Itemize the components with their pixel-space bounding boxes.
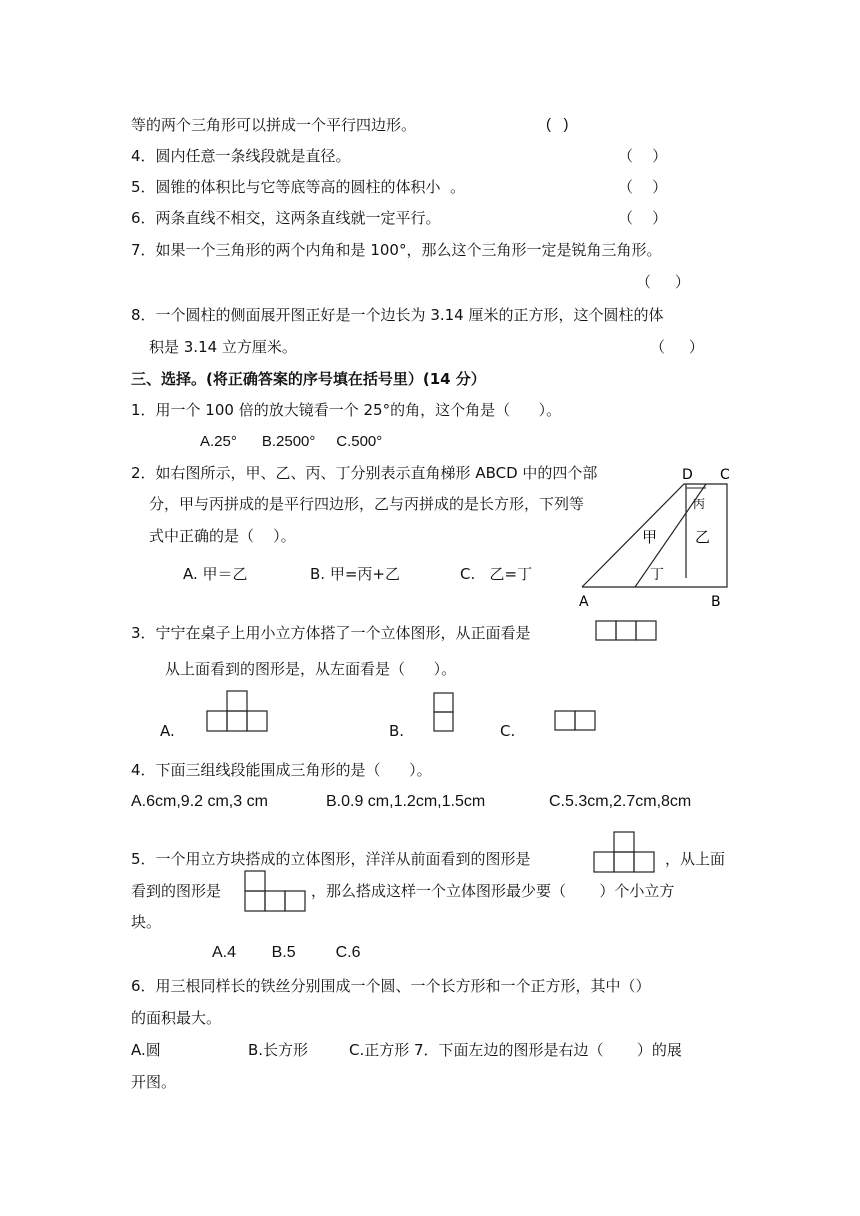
choice-4-option-a: A.6cm,9.2 cm,3 cm bbox=[131, 793, 268, 810]
choice-question-1: 1．用一个 100 倍的放大镜看一个 25°的角，这个角是（ ）。 bbox=[131, 401, 562, 419]
vertex-label-d: D bbox=[682, 467, 693, 483]
choice-2-option-a: A. 甲＝乙 bbox=[183, 565, 248, 583]
judge-question-5: 5．圆锥的体积比与它等底等高的圆柱的体积小 。 bbox=[131, 178, 466, 196]
choice-4-option-c: C.5.3cm,2.7cm,8cm bbox=[549, 793, 692, 810]
answer-paren: （ ） bbox=[618, 209, 668, 227]
choice-question-6: 6．用三根同样长的铁丝分别围成一个圆、一个长方形和一个正方形，其中（） bbox=[131, 977, 651, 995]
front-view-figure bbox=[593, 831, 655, 875]
choice-3-option-a: A. bbox=[160, 722, 175, 740]
judge-question-8: 8．一个圆柱的侧面展开图正好是一个边长为 3.14 厘米的正方形，这个圆柱的体 bbox=[131, 306, 664, 324]
choice-1-options: A.25° B.2500° C.500° bbox=[200, 433, 383, 450]
judge-question-7: 7．如果一个三角形的两个内角和是 100°，那么这个三角形一定是锐角三角形。 bbox=[131, 241, 662, 259]
judge-question-4: 4．圆内任意一条线段就是直径。 bbox=[131, 147, 351, 165]
choice-2-option-c: C. 乙=丁 bbox=[460, 565, 533, 583]
answer-paren: （ ） bbox=[618, 178, 668, 196]
choice-question-3-cont: 从上面看到的图形是，从左面看是（ ）。 bbox=[165, 660, 457, 678]
vertex-label-a: A bbox=[579, 594, 589, 610]
region-label-bing: 丙 bbox=[693, 497, 706, 511]
answer-paren: （ ） bbox=[650, 338, 704, 356]
front-view-figure bbox=[595, 620, 657, 642]
answer-paren: （ ） bbox=[618, 147, 668, 165]
choice-question-5-cont: ，那么搭成这样一个立体图形最少要（ ）个小立方 bbox=[311, 882, 675, 900]
choice-question-5-cont: ，从上面 bbox=[665, 850, 726, 868]
vertex-label-c: C bbox=[720, 467, 730, 483]
choice-6-option-b: B.长方形 bbox=[248, 1041, 309, 1059]
option-c-view-figure bbox=[554, 710, 596, 732]
answer-paren: ( ) bbox=[546, 116, 569, 133]
choice-6-option-c-and-question-7: C.正方形 7．下面左边的图形是右边（ ）的展 bbox=[349, 1041, 682, 1059]
choice-5-options: A.4 B.5 C.6 bbox=[212, 944, 361, 961]
vertex-label-b: B bbox=[711, 594, 721, 610]
section-heading: 三、选择。(将正确答案的序号填在括号里）(14 分） bbox=[131, 370, 486, 388]
choice-question-5-cont: 看到的图形是 bbox=[131, 882, 222, 900]
trapezoid-figure bbox=[578, 460, 738, 610]
choice-question-2-cont: 式中正确的是（ ）。 bbox=[149, 527, 296, 545]
region-label-ding: 丁 bbox=[650, 567, 664, 583]
choice-question-5: 5．一个用立方块搭成的立体图形，洋洋从前面看到的图形是 bbox=[131, 850, 531, 868]
choice-4-option-b: B.0.9 cm,1.2cm,1.5cm bbox=[326, 793, 486, 810]
option-b-view-figure bbox=[433, 692, 455, 734]
choice-6-option-a: A.圆 bbox=[131, 1041, 161, 1059]
choice-question-6-cont: 的面积最大。 bbox=[131, 1009, 222, 1027]
choice-3-option-c: C. bbox=[500, 722, 516, 740]
judge-question-8-cont: 积是 3.14 立方厘米。 bbox=[149, 338, 297, 356]
choice-question-7-cont: 开图。 bbox=[131, 1073, 177, 1091]
choice-2-option-b: B. 甲=丙+乙 bbox=[310, 565, 400, 583]
choice-question-3: 3．宁宁在桌子上用小立方体搭了一个立体图形，从正面看是 bbox=[131, 624, 531, 642]
choice-question-2-cont: 分，甲与丙拼成的是平行四边形，乙与丙拼成的是长方形，下列等 bbox=[149, 495, 585, 513]
option-a-view-figure bbox=[206, 690, 268, 734]
top-view-figure bbox=[244, 870, 306, 914]
judge-continuation: 等的两个三角形可以拼成一个平行四边形。 bbox=[131, 116, 417, 134]
choice-3-option-b: B. bbox=[389, 722, 405, 740]
choice-question-5-cont: 块。 bbox=[131, 913, 162, 931]
answer-paren: （ ） bbox=[636, 273, 690, 291]
judge-question-6: 6．两条直线不相交，这两条直线就一定平行。 bbox=[131, 209, 441, 227]
choice-question-4: 4．下面三组线段能围成三角形的是（ ）。 bbox=[131, 761, 432, 779]
choice-question-2: 2．如右图所示，甲、乙、丙、丁分别表示直角梯形 ABCD 中的四个部 bbox=[131, 464, 598, 482]
region-label-yi: 乙 bbox=[695, 528, 711, 546]
region-label-jia: 甲 bbox=[642, 528, 658, 546]
